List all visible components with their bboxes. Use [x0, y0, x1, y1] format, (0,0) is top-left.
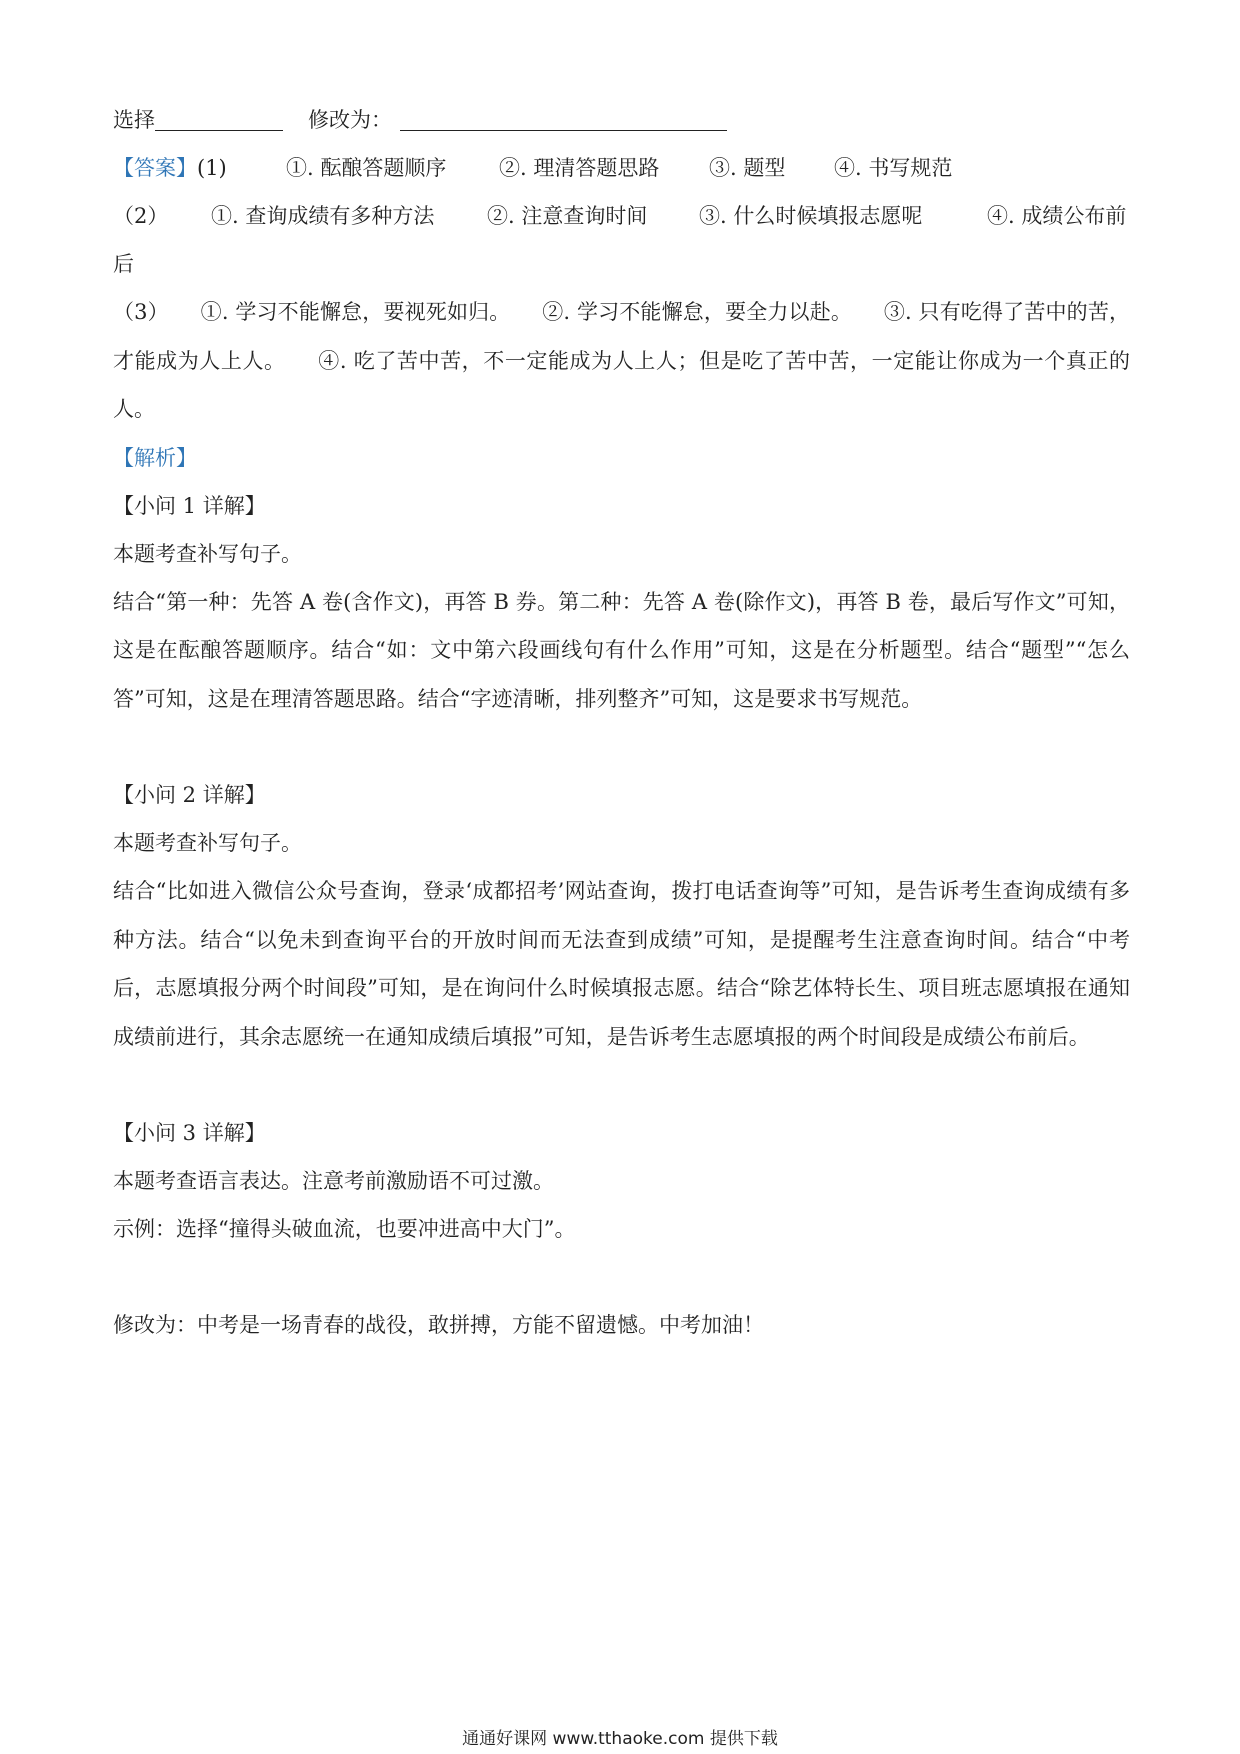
answer-q1-item: ④. 书写规范	[834, 156, 953, 180]
answer-q1-item: ①. 酝酿答题顺序	[286, 156, 447, 180]
answer-q2-line	[113, 192, 1130, 240]
answer-q1-item: ③. 题型	[709, 156, 786, 180]
sub3-heading: 【小问 3 详解】	[113, 1121, 266, 1145]
sub2-body: 结合“比如进入微信公众号查询，登录‘成都招考’网站查询，拨打电话查询等”可知，是告诉考生查询成绩有多种方法。结合“以免未到查询平台的开放时间而无法查到成绩”可知，是提醒考生注意查询时间。结合“中考后，志愿填报分两个时间段”可知，是在询问什么时候填报志愿。结合“除艺体特长生、项目班志愿填报在通知成绩前进行，其余志愿统一在通知成绩后填报”可知，是告诉考生志愿填报的两个时间段是成绩公布前后。	[113, 879, 1130, 1049]
analysis-tag: 【解析】	[113, 445, 197, 470]
answer-q2-cont-text: 后	[113, 252, 134, 276]
sub3-revise: 修改为：中考是一场青春的战役，敢拼搏，方能不留遗憾。中考加油！	[113, 1313, 764, 1337]
answer-q1-item: ②. 理清答题思路	[499, 156, 660, 180]
analysis-tag-line	[113, 434, 1130, 482]
answer-q3-paragraph: （3） ①. 学习不能懈怠，要视死如归。 ②. 学习不能懈怠，要全力以赴。 ③. 只有吃得了苦中的苦，才能成为人上人。 ④. 吃了苦中苦，不一定能成为人上人；但是吃了苦中苦，一定能让你成为一个真正的人。	[113, 300, 1130, 421]
answer-q2-item: ②. 注意查询时间	[487, 204, 648, 228]
choose-label: 选择	[113, 108, 155, 132]
answer-tag: 【答案】	[113, 156, 197, 180]
answer-q2-number: （2）	[113, 204, 169, 228]
choose-blank	[155, 108, 283, 131]
spacer	[113, 1253, 1130, 1301]
spacer	[113, 1061, 1130, 1109]
sub1-intro: 本题考查补写句子。	[113, 541, 302, 566]
answer-q1-line	[113, 144, 1130, 192]
choose-revise-line	[113, 96, 1130, 144]
answer-q2-item: ①. 查询成绩有多种方法	[211, 204, 435, 228]
sub2-heading: 【小问 2 详解】	[113, 783, 266, 807]
footer-source-note: 通通好课网 www.tthaoke.com 提供下载	[462, 1729, 778, 1749]
revise-blank	[400, 108, 727, 131]
sub3-intro: 本题考查语言表达。注意考前激励语不可过激。	[113, 1169, 554, 1193]
sub1-body: 结合“第一种：先答 A 卷(含作文)，再答 B 券。第二种：先答 A 卷(除作文)，再答 B 卷，最后写作文”可知，这是在酝酿答题顺序。结合“如：文中第六段画线句有什么作用”可知，这是在分析题型。结合“题型”“怎么答”可知，这是在理清答题思路。结合“字迹清晰，排列整齐”可知，这是要求书写规范。	[113, 589, 1130, 711]
revise-label: 修改为：	[308, 108, 392, 132]
answer-q2-item: ④. 成绩公布前	[987, 204, 1127, 228]
sub1-heading: 【小问 1 详解】	[113, 493, 266, 518]
answer-q1-number: (1)	[197, 156, 227, 180]
document-page	[113, 96, 1130, 1349]
answer-q2-item: ③. 什么时候填报志愿呢	[699, 204, 923, 228]
sub2-intro: 本题考查补写句子。	[113, 831, 302, 855]
answer-q2-continuation	[113, 240, 1130, 288]
spacer	[113, 723, 1130, 771]
sub3-example: 示例：选择“撞得头破血流，也要冲进高中大门”。	[113, 1217, 576, 1241]
